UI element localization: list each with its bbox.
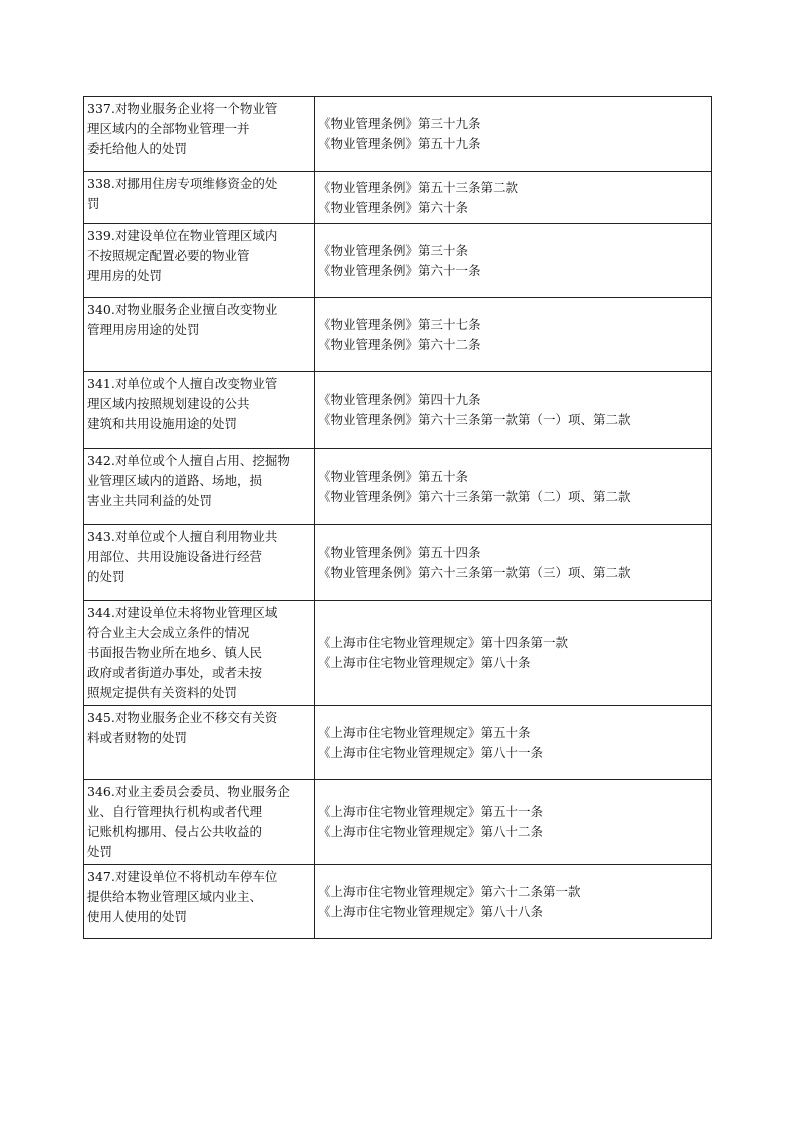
- penalty-item-cell: [84, 449, 315, 525]
- legal-reference: 《上海市住宅物业管理规定》第五十条: [318, 724, 531, 740]
- penalty-table: [83, 96, 712, 939]
- penalty-item-line: 344.对建设单位未将物业管理区域: [87, 605, 278, 620]
- penalty-item-line: 料或者财物的处罚: [87, 730, 188, 745]
- penalty-item-line: 338.对挪用住房专项维修资金的处: [87, 176, 278, 191]
- penalty-item-line: 害业主共同利益的处罚: [87, 493, 213, 508]
- table-row: [84, 97, 712, 172]
- penalty-item-cell: [84, 525, 315, 601]
- legal-basis-cell: [315, 525, 712, 601]
- legal-reference: 《物业管理条例》第六十三条第一款第（一）项、第二款: [318, 412, 631, 427]
- legal-reference: 《物业管理条例》第三十九条: [318, 116, 481, 131]
- legal-reference: 《物业管理条例》第六十三条第一款第（二）项、第二款: [318, 488, 631, 504]
- penalty-item-line: 委托给他人的处罚: [87, 141, 188, 156]
- penalty-item-line: 提供给本物业管理区域内业主、: [87, 889, 263, 904]
- table-row: [84, 865, 712, 939]
- legal-reference: 《上海市住宅物业管理规定》第八十条: [318, 655, 531, 670]
- penalty-item-cell: [84, 298, 315, 372]
- legal-reference: 《物业管理条例》第五十条: [318, 468, 469, 484]
- legal-basis-cell: [315, 449, 712, 525]
- legal-reference: 《上海市住宅物业管理规定》第六十二条第一款: [318, 883, 581, 899]
- legal-basis-cell: [315, 865, 712, 939]
- penalty-item-line: 339.对建设单位在物业管理区域内: [87, 228, 278, 243]
- table-row: [84, 298, 712, 372]
- penalty-item-line: 使用人使用的处罚: [87, 909, 188, 924]
- penalty-item-line: 343.对单位或个人擅自利用物业共: [87, 529, 278, 544]
- penalty-item-cell: [84, 224, 315, 298]
- penalty-item-cell: [84, 706, 315, 780]
- penalty-item-line: 的处罚: [87, 569, 125, 584]
- penalty-item-cell: [84, 372, 315, 449]
- legal-reference: 《物业管理条例》第六十三条第一款第（三）项、第二款: [318, 564, 631, 580]
- legal-basis-cell: [315, 372, 712, 449]
- penalty-item-line: 342.对单位或个人擅自占用、挖掘物: [87, 453, 290, 468]
- penalty-item-line: 理用房的处罚: [87, 268, 163, 283]
- penalty-item-line: 业、自行管理执行机构或者代理: [87, 804, 263, 819]
- legal-reference: 《物业管理条例》第六十二条: [318, 336, 481, 352]
- penalty-item-line: 符合业主大会成立条件的情况: [87, 625, 250, 640]
- penalty-item-cell: [84, 97, 315, 172]
- legal-reference: 《物业管理条例》第三十七条: [318, 316, 481, 332]
- legal-reference: 《上海市住宅物业管理规定》第五十一条: [318, 804, 544, 819]
- legal-reference: 《物业管理条例》第四十九条: [318, 392, 481, 407]
- legal-reference: 《物业管理条例》第五十四条: [318, 544, 481, 560]
- penalty-item-cell: [84, 865, 315, 939]
- legal-reference: 《物业管理条例》第五十九条: [318, 136, 481, 151]
- penalty-item-line: 346.对业主委员会委员、物业服务企: [87, 784, 290, 799]
- penalty-item-line: 记账机构挪用、侵占公共收益的: [87, 824, 263, 839]
- legal-basis-cell: [315, 172, 712, 224]
- table-row: [84, 449, 712, 525]
- penalty-item-line: 处罚: [87, 844, 113, 859]
- penalty-item-line: 理区域内的全部物业管理一并: [87, 121, 250, 136]
- legal-basis-cell: [315, 780, 712, 865]
- legal-reference: 《物业管理条例》第六十条: [318, 199, 469, 215]
- legal-basis-cell: [315, 97, 712, 172]
- table-row: [84, 224, 712, 298]
- penalty-item-line: 用部位、共用设施设备进行经营: [87, 549, 263, 564]
- penalty-item-line: 341.对单位或个人擅自改变物业管: [87, 376, 278, 391]
- legal-reference: 《上海市住宅物业管理规定》第十四条第一款: [318, 635, 569, 650]
- legal-reference: 《上海市住宅物业管理规定》第八十八条: [318, 903, 544, 919]
- legal-reference: 《上海市住宅物业管理规定》第八十二条: [318, 824, 544, 839]
- penalty-item-cell: [84, 780, 315, 865]
- penalty-item-cell: [84, 601, 315, 706]
- legal-reference: 《物业管理条例》第六十一条: [318, 262, 481, 278]
- legal-basis-cell: [315, 601, 712, 706]
- legal-reference: 《上海市住宅物业管理规定》第八十一条: [318, 744, 544, 760]
- table-row: [84, 372, 712, 449]
- penalty-item-line: 340.对物业服务企业擅自改变物业: [87, 302, 278, 317]
- legal-basis-cell: [315, 224, 712, 298]
- legal-basis-cell: [315, 298, 712, 372]
- penalty-item-line: 书面报告物业所在地乡、镇人民: [87, 645, 263, 660]
- penalty-item-line: 建筑和共用设施用途的处罚: [87, 416, 238, 431]
- penalty-item-line: 罚: [87, 196, 100, 211]
- table-row: [84, 172, 712, 224]
- penalty-item-line: 政府或者街道办事处，或者未按: [87, 665, 263, 680]
- legal-reference: 《物业管理条例》第五十三条第二款: [318, 179, 519, 195]
- table-row: [84, 706, 712, 780]
- table-row: [84, 780, 712, 865]
- penalty-item-line: 337.对物业服务企业将一个物业管: [87, 101, 278, 116]
- penalty-item-line: 业管理区域内的道路、场地，损: [87, 473, 263, 488]
- penalty-item-line: 理区域内按照规划建设的公共: [87, 396, 250, 411]
- penalty-item-line: 不按照规定配置必要的物业管: [87, 248, 250, 263]
- table-body: [84, 97, 712, 939]
- table-row: [84, 601, 712, 706]
- penalty-item-line: 345.对物业服务企业不移交有关资: [87, 710, 278, 725]
- legal-basis-cell: [315, 706, 712, 780]
- penalty-item-line: 管理用房用途的处罚: [87, 322, 200, 337]
- penalty-item-cell: [84, 172, 315, 224]
- table-row: [84, 525, 712, 601]
- legal-reference: 《物业管理条例》第三十条: [318, 242, 469, 258]
- penalty-item-line: 347.对建设单位不将机动车停车位: [87, 869, 278, 884]
- penalty-item-line: 照规定提供有关资料的处罚: [87, 685, 238, 700]
